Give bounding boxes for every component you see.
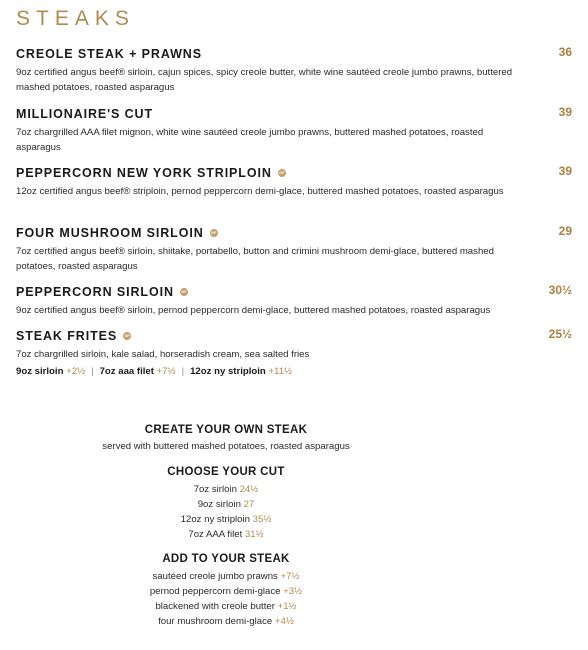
cut-option: 7oz AAA filet 31½ — [188, 529, 264, 540]
cut-option: 9oz sirloin 27 — [197, 499, 255, 510]
cut-option: 7oz sirloin 24½ — [193, 484, 259, 495]
item-price: 36 — [558, 45, 572, 59]
item-description: 9oz certified angus beef® sirloin, pernod peppercorn demi-glace, buttered mashed potatoes, roasted asparagus — [16, 305, 491, 316]
cut-option: 12oz ny striploin 35½ — [180, 514, 272, 525]
separator: | — [91, 366, 94, 377]
item-name: FOUR MUSHROOM SIRLOIN GF — [16, 226, 217, 240]
option-price: +7½ — [156, 366, 176, 377]
add-option: four mushroom demi-glace +4½ — [158, 616, 294, 627]
item-name: PEPPERCORN SIRLOIN GF — [16, 285, 187, 299]
item-description: 7oz chargrilled sirloin, kale salad, horseradish cream, sea salted fries — [16, 349, 310, 360]
gluten-free-icon: GF — [124, 333, 130, 338]
item-description: 7oz certified angus beef® sirloin, shiitake, portabello, button and crimini mushroom demi-glace, buttered mashed potatoes, roasted asparagus — [16, 246, 494, 272]
option-name: 7oz aaa filet — [99, 366, 154, 377]
option-name: 9oz sirloin — [16, 366, 64, 377]
option-price: +2½ — [66, 366, 86, 377]
menu-item — [16, 164, 572, 199]
item-price: 39 — [558, 164, 572, 178]
item-price: 30½ — [548, 283, 572, 297]
create-your-own-block — [0, 424, 452, 629]
item-description: 9oz certified angus beef® sirloin, cajun spices, spicy creole butter, white wine sautéed creole jumbo prawns, buttered mashed potatoes, roasted asparagus — [16, 67, 513, 93]
item-name: STEAK FRITES GF — [16, 329, 130, 343]
separator: | — [181, 366, 185, 377]
add-option: pernod peppercorn demi-glace +3½ — [149, 586, 303, 597]
cut-title: CHOOSE YOUR CUT — [167, 466, 285, 478]
gluten-free-icon: GF — [210, 230, 217, 235]
option-price: +11½ — [268, 366, 293, 377]
item-price: 39 — [558, 105, 572, 119]
gluten-free-icon: GF — [278, 170, 285, 175]
upgrade-options — [16, 364, 572, 379]
item-name: PEPPERCORN NEW YORK STRIPLOIN GF — [16, 166, 285, 180]
item-description: 7oz chargrilled AAA filet mignon, white wine sautéed creole jumbo prawns, buttered mashed potatoes, roasted asparagus — [16, 127, 484, 153]
create-title: CREATE YOUR OWN STEAK — [144, 424, 308, 436]
item-price: 29 — [558, 224, 572, 238]
create-subtitle: served with buttered mashed potatoes, roasted asparagus — [102, 441, 350, 452]
item-name: MILLIONAIRE'S CUT — [16, 107, 154, 121]
section-title: STEAKS — [16, 7, 135, 30]
menu-item — [16, 45, 572, 95]
item-name: CREOLE STEAK + PRAWNS — [16, 47, 202, 61]
menu-item — [16, 327, 572, 379]
gluten-free-icon: GF — [181, 289, 187, 294]
menu-item — [16, 224, 572, 274]
add-title: ADD TO YOUR STEAK — [162, 553, 290, 565]
menu-item — [16, 105, 572, 155]
add-option: sautéed creole jumbo prawns +7½ — [152, 571, 300, 582]
option-name: 12oz ny striploin — [190, 366, 266, 377]
menu-item — [16, 283, 572, 318]
item-description: 12oz certified angus beef® striploin, pernod peppercorn demi-glace, buttered mashed potatoes, roasted asparagus — [16, 186, 504, 197]
item-price: 25½ — [548, 327, 572, 341]
add-option: blackened with creole butter +1½ — [155, 601, 297, 612]
